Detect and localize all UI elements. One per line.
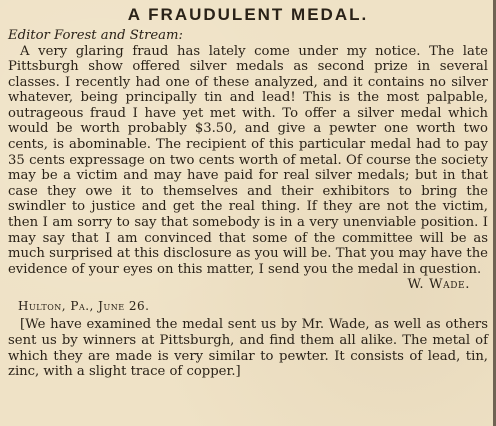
letter-dateline: Hulton, Pa., June 26. <box>18 299 150 314</box>
letter-signature: W. Wade. <box>407 277 470 293</box>
letter-body: A very glaring fraud has lately come under my notice. The late Pittsburgh show offered silver medals as second prize in several classes. I recently had one of these analyzed, and it contains no silver whatever, being principally tin and lead! This is the most palpable, outrageous fraud I have yet met with. To offer a silver medal which would be worth probably $3.50, and give a pewter one worth two cents, is abominable. The recipient of this particular medal had to pay 35 cents expressage on two cents worth of metal. Of course the society may be a victim and may have paid for real silver medals; but in that case they owe it to themselves and their exhibitors to bring the swindler to justice and get the real thing. If they are not the victim, then I am sorry to say that somebody is in a very unenviable position. I may say that I am convinced that some of the committee will be as much surprised at this disclosure as you will be. That you may have the evidence of your eyes on this matter, I send you the medal in question. <box>8 43 488 277</box>
letter-salutation: Editor Forest and Stream: <box>8 28 183 43</box>
editor-reply: [We have examined the medal sent us by Mr. Wade, as well as others sent us by winners at Pittsburgh, and find them all alike. The metal of which they are made is very similar to pewter. It consists of lead, tin, zinc, with a slight trace of copper.] <box>8 317 488 380</box>
article-headline: A FRAUDULENT MEDAL. <box>127 5 369 24</box>
